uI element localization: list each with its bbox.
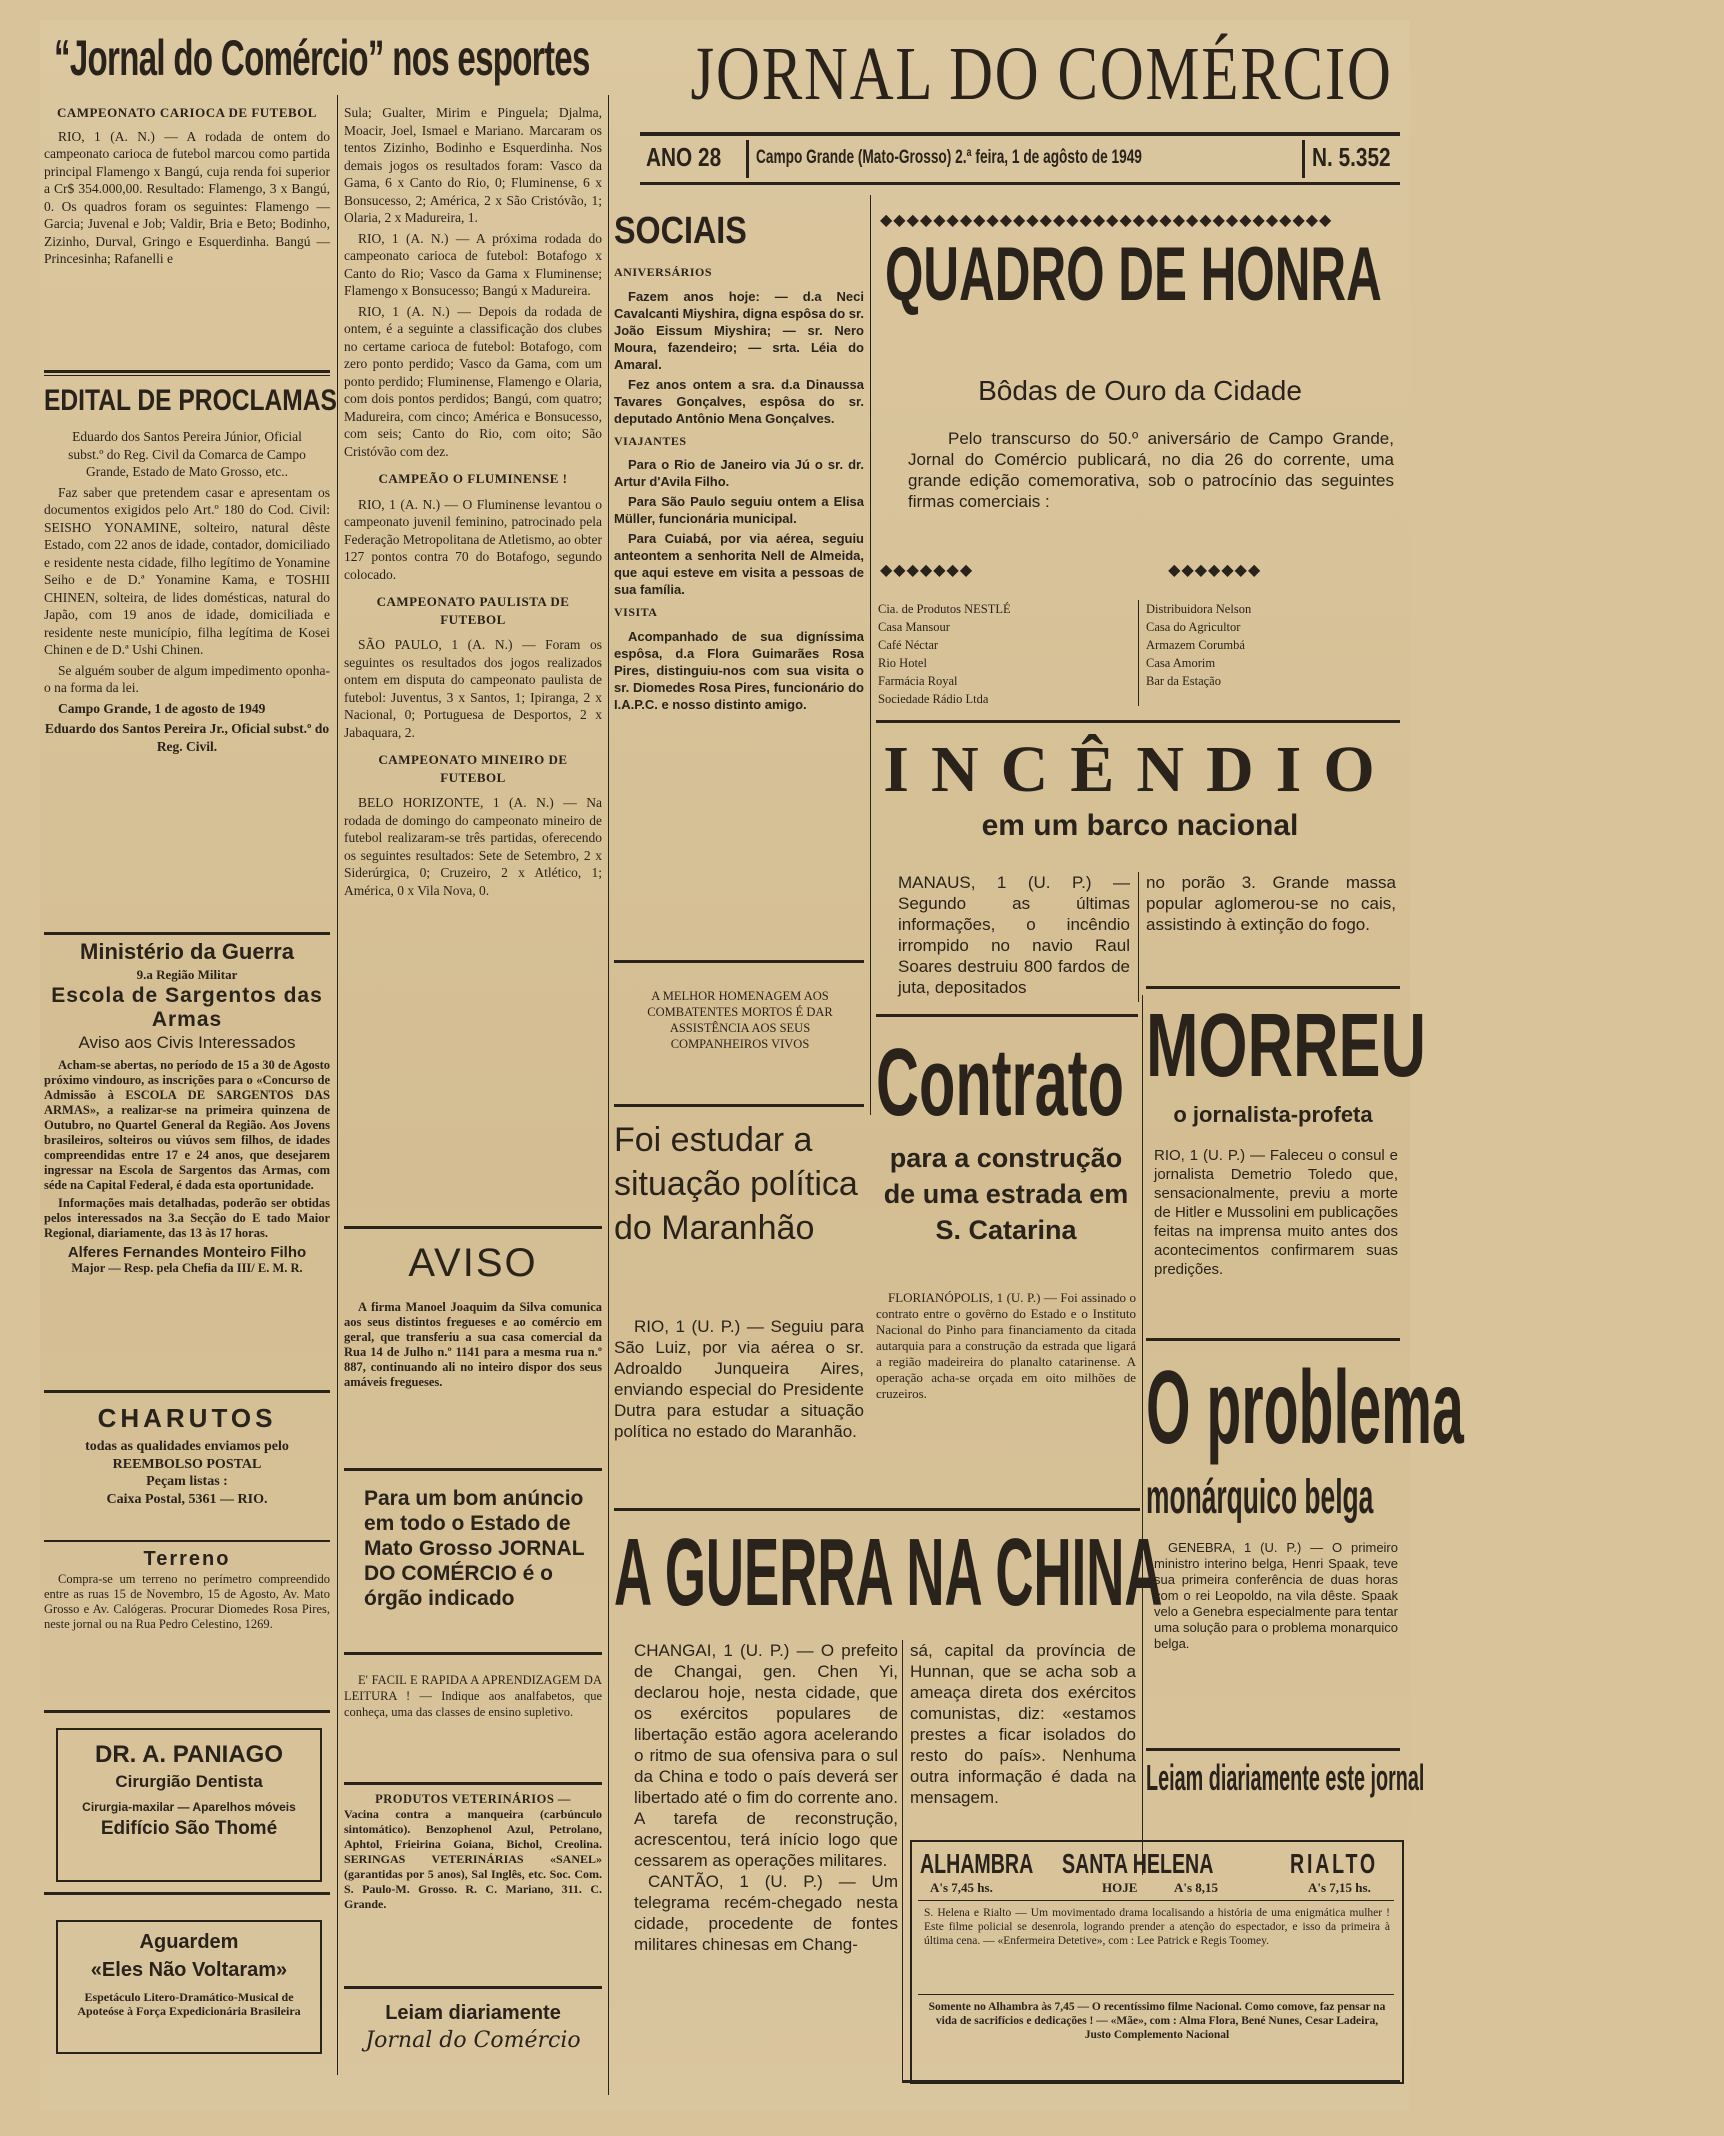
issue-number: N. 5.352	[1312, 142, 1391, 172]
dateline: Campo Grande (Mato-Grosso) 2.ª feira, 1 de agôsto de 1949	[756, 147, 1142, 168]
problema-subtitle: monárquico belga	[1146, 1471, 1374, 1524]
visita-heading: VISITA	[614, 605, 658, 619]
china-text: CHANGAI, 1 (U. P.) — O prefeito de Changai, gen. Chen Yi, declarou hoje, nesta cidade, que os exércitos populares de libertação estão agora acelerando o ritmo de sua ofensiva para o sul da China e todo o país deverá ser libertado até o fim do corrente ano. A tarefa de reconstrução, acrescentou, terá início logo que cessarem as operações militares.	[634, 1641, 898, 1870]
cinema-ad	[910, 1840, 1404, 2084]
visita-text: Acompanhado de sua digníssima espôsa, d.a Flora Guimarães Rosa Pires, distinguiu-nos com sua visita o sr. Diomedes Rosa Pires, funcionário do I.A.P.C. e nosso distinto amigo.	[614, 628, 864, 712]
morreu-title: MORREU	[1146, 996, 1426, 1096]
leiam-text: Leiam diariamente	[385, 2002, 561, 2024]
cinema-time-2: A's 8,15	[1174, 1880, 1219, 1895]
homenagem-notice: A MELHOR HOMENAGEM AOS COMBATENTES MORTOS É DAR ASSISTÊNCIA AOS SEUS COMPANHEIROS VIVOS	[647, 989, 833, 1051]
cinema-time-3: A's 7,15 hs.	[1308, 1880, 1371, 1895]
honra-subtitle: Bôdas de Ouro da Cidade	[978, 375, 1302, 406]
aniversarios-text-2: Fez anos ontem a sra. d.a Dinaussa Tavares Gonçalves, espôsa do sr. deputado Antônio Mena Gonçalves.	[614, 376, 864, 426]
carioca-standings: RIO, 1 (A. N.) — Depois da rodada de ontem, é a seguinte a classificação dos clubes no certame carioca de futebol: Botafogo, com zero ponto perdido; Vasco da Gama, com um ponto perdido; Fluminense, Flamengo e Olaria, com dois pontos perdidos; Bangú, com quatro; Madureira, com cinco; América e Bonsucesso, com seis; Canto do Rio, com oito; São Cristóvão com dez.	[344, 303, 602, 459]
viajantes-text-1: Para o Rio de Janeiro via Jú o sr. dr. Artur d'Avila Filho.	[614, 457, 864, 489]
incendio-subtitle: em um barco nacional	[981, 809, 1299, 842]
mineiro-heading: CAMPEONATO MINEIRO DE FUTEBOL	[378, 752, 568, 785]
incendio-text: MANAUS, 1 (U. P.) — Segundo as últimas informações, o incêndio irrompido no navio Raul Soares destruiu 800 fardos de juta, depositados	[898, 873, 1130, 997]
firm-item: Café Néctar	[878, 638, 939, 652]
ministerio-aviso: Aviso aos Civis Interessados	[78, 1032, 296, 1052]
china-title: A GUERRA NA CHINA	[614, 1519, 1163, 1626]
honra-border-top: ◆◆◆◆◆◆◆◆◆◆◆◆◆◆◆◆◆◆◆◆◆◆◆◆◆◆◆◆◆◆◆◆◆◆	[880, 212, 1333, 229]
leiam-ad	[344, 2000, 602, 2056]
incendio-text-2: no porão 3. Grande massa popular aglomerou-se no cais, assistindo à extinção do fogo.	[1146, 873, 1396, 934]
viajantes-heading: VIAJANTES	[614, 433, 687, 448]
cinema-santa-wrap	[1062, 1848, 1262, 1878]
cinema-description: S. Helena e Rialto — Um movimentado drama localisando a história de uma enigmática mulher ! Este filme policial se desenrola, logrando prender a atenção do espectador, e isso da primeira à última cena. — «Enfermeira Detetive», com : Lee Patrick e Regis Toomey.	[924, 1907, 1390, 1947]
aviso-ad	[344, 1236, 602, 1393]
contrato-title: Contrato	[876, 1029, 1124, 1136]
firm-item: Rio Hotel	[878, 656, 927, 670]
ministerio-text-2: Informações mais detalhadas, poderão ser obtidas pelos interessados na 3.a Secção do E tado Maior Regional, diariamente, das 13 às 17 horas.	[44, 1195, 330, 1240]
veterinarios-text: Vacina contra a manqueira (carbúnculo sintomático). Benzophenol Azul, Petrolano, Aphtol, Frieirina Goiana, Bichol, Creolina. SERINGAS VETERINÁRIAS «SANEL» (garantidas por 5 anos), Sal Inglês, etc. Soc. Com. S. Paulo-M. Grosso. R. C. Mariano, 311. C. Grande.	[344, 1807, 602, 1911]
honra-text: Pelo transcurso do 50.º aniversário de Campo Grande, Jornal do Comércio publicará, no dia 26 do corrente, uma grande edição comemorativa, sob o patrocínio das seguintes firmas comerciais :	[908, 429, 1394, 511]
fluminense-text: RIO, 1 (A. N.) — O Fluminense levantou o campeonato juvenil feminino, patrocinado pela Federação Metropolitana de Atletismo, ao obter 127 pontos contra 70 do Botafogo, segundo colocado.	[344, 496, 602, 582]
edital-heading: EDITAL DE PROCLAMAS	[44, 384, 337, 417]
aviso-title: AVISO	[408, 1241, 538, 1285]
veterinarios-title: PRODUTOS VETERINÁRIOS —	[375, 1792, 571, 1806]
ministerio-signature-role: Major — Resp. pela Chefia da III/ E. M. R.	[71, 1261, 303, 1275]
cinema-time-1: A's 7,45 hs.	[930, 1880, 993, 1895]
year-label: ANO 28	[646, 142, 722, 172]
china-text-2: sá, capital da província de Hunnan, que se acha sob a ameaça direta dos exércitos comunistas, diz: «estamos prestes a ficar isolados do resto do país». Nenhuma outra informação é dada na mensagem.	[910, 1641, 1136, 1807]
paulista-heading: CAMPEONATO PAULISTA DE FUTEBOL	[376, 594, 570, 627]
problema-title: O problema	[1146, 1350, 1464, 1466]
aguardem-ad	[56, 1920, 322, 2054]
paniago-ad	[56, 1728, 322, 1882]
sports-banner-text: “Jornal do Comércio” nos esportes	[54, 30, 590, 86]
morreu-subtitle: o jornalista-profeta	[1173, 1102, 1373, 1127]
paniago-specialty: Cirurgia-maxilar — Aparelhos móveis	[82, 1800, 296, 1814]
firm-item: Casa Amorim	[1146, 656, 1216, 670]
charutos-text-2: Peçam listas :	[146, 1474, 228, 1489]
aguardem-text: Espetáculo Litero-Dramático-Musical de Apoteóse à Força Expedicionária Brasileira	[77, 1990, 301, 2018]
edital-signature: Eduardo dos Santos Pereira Jr., Oficial subst.º do Reg. Civil.	[44, 721, 330, 754]
col2-sports	[344, 104, 602, 902]
mineiro-text: BELO HORIZONTE, 1 (A. N.) — Na rodada de domingo do campeonato mineiro de futebol realizaram-se três partidas, oferecendo os seguintes resultados: Sete de Setembro, 2 x Siderúrgica, 0; Cruzeiro, 2 x Atlético, 1; América, 0 x Vila Nova, 0.	[344, 795, 602, 898]
contrato-subtitle: para a construção de uma estrada em S. Catarina	[883, 1143, 1129, 1245]
charutos-text: todas as qualidades enviamos pelo REEMBOLSO POSTAL	[85, 1439, 289, 1472]
charutos-address: Caixa Postal, 5361 — RIO.	[106, 1491, 268, 1507]
firm-item: Sociedade Rádio Ltda	[878, 692, 989, 706]
newspaper-page	[40, 20, 1464, 2110]
edital-place: Campo Grande, 1 de agosto de 1949	[58, 700, 266, 716]
aguardem-title: «Eles Não Voltaram»	[90, 1959, 288, 1981]
sports-banner	[54, 26, 614, 90]
ministerio-signature: Alferes Fernandes Monteiro Filho	[67, 1243, 307, 1261]
problema-leiam: Leiam diariamente este jornal	[1146, 1757, 1425, 1798]
carioca-next-round: RIO, 1 (A. N.) — A próxima rodada do campeonato carioca de futebol: Botafogo x Canto do Rio; Vasco da Gama x Fluminense; Flamengo x Bonsucesso; Bangú x Madureira.	[344, 230, 602, 298]
honra-title: QUADRO DE HONRA	[885, 232, 1382, 317]
honra-firms-left	[878, 600, 1128, 708]
maranhao-text: RIO, 1 (U. P.) — Seguiu para São Luiz, por via aérea o sr. Adroaldo Junqueira Aires, enviando especial do Presidente Dutra para estudar a situação política no estado do Maranhão.	[614, 1317, 864, 1441]
ministerio-region: 9.a Região Militar	[136, 967, 238, 982]
aniversarios-heading: ANIVERSÁRIOS	[614, 265, 713, 279]
firm-item: Cia. de Produtos NESTLÉ	[878, 602, 1011, 616]
edital-text-2: Se alguém souber de algum impedimento oponha-o na forma da lei.	[44, 662, 330, 695]
china-text-a	[634, 1640, 898, 1955]
leitura-text: E' FACIL E RAPIDA A APRENDIZAGEM DA LEITURA ! — Indique aos analfabetos, que conheça, uma das classes de ensino supletivo.	[344, 1673, 602, 1719]
anuncio-ad: Para um bom anúncio em todo o Estado de Mato Grosso JORNAL DO COMÉRCIO é o órgão indicado	[364, 1487, 585, 1610]
masthead-title: JORNAL DO COMÉRCIO	[690, 32, 1393, 117]
problema-text: GENEBRA, 1 (U. P.) — O primeiro ministro interino belga, Henri Spaak, teve sua primeira conferência de duas horas com o rei Leopoldo, na vila dêste. Spaak velo a Genebra especialmente para tentar uma solução para o problema monarquico belga.	[1154, 1540, 1398, 1651]
veterinarios-ad	[344, 1792, 602, 1915]
ministerio-school: Escola de Sargentos das Armas	[51, 983, 323, 1031]
carioca-text: RIO, 1 (A. N.) — A rodada de ontem do campeonato carioca de futebol marcou como partida principal Flamengo x Bangú, cuja renda foi superior a Cr$ 354.000,00. Resultado: Flamengo, 3 x Bangú, 0. Os quadros foram os seguintes: Flamengo — Garcia; Juvenal e Job; Valdir, Bria e Beto; Bodinho, Zizinho, Durval, Gringo e Esquerdinha. Bangú — Princesinha; Rafanelli e	[44, 128, 330, 266]
china-text-cantao: CANTÃO, 1 (U. P.) — Um telegrama recém-chegado nesta cidade, procedente de fontes militares chinesas em Chang-	[634, 1872, 898, 1954]
edital-text: Faz saber que pretendem casar e apresentam os documentos exigidos pelo Art.º 180 do Cod. Civil: SEISHO YONAMINE, solteiro, natural dêste Estado, com 22 anos de idade, contador, domiciliado e residente nesta cidade, filho legítimo de Yonamine Seiho e de D.ª Yonamine Kama, e TOSHII CHINEN, solteira, de lides domésticas, natural do Japão, com 19 anos de idade, domiciliada e residente neste município, filha legítima de Kosei Chinen e de D.ª Ushi Chinen.	[44, 484, 330, 657]
paulista-text: SÃO PAULO, 1 (A. N.) — Foram os seguintes os resultados dos jogos realizados ontem em disputa do campeonato paulista de futebol: Juventus, 3 x Santos, 1; Ipiranga, 2 x Nacional, 0; Portuguesa de Desportos, 2 x Jabaquara, 2.	[344, 637, 602, 740]
viajantes-text-3: Para Cuiabá, por via aérea, seguiu anteontem a senhorita Nell de Almeida, que aqui esteve em visita a pessoas de sua família.	[614, 531, 864, 597]
paniago-name: DR. A. PANIAGO	[94, 1741, 283, 1768]
firm-item: Bar da Estação	[1146, 674, 1221, 688]
honra-border-bottom: ◆◆◆◆◆◆◆ ◆◆◆◆◆◆◆	[880, 562, 1262, 579]
ministerio-ad	[44, 938, 330, 1275]
terreno-ad	[44, 1546, 330, 1635]
cinema-rialto: RIALTO	[1290, 1848, 1378, 1879]
aguardem-label: Aguardem	[139, 1931, 239, 1953]
ministerio-title: Ministério da Guerra	[80, 939, 294, 964]
sociais-heading: SOCIAIS	[614, 210, 747, 252]
maranhao-title: Foi estudar a situação política do Maranhão	[614, 1121, 858, 1247]
terreno-title: Terreno	[143, 1548, 231, 1570]
leiam-logo: Jornal do Comércio	[365, 2028, 581, 2053]
sociais-body	[614, 264, 864, 716]
aviso-text: A firma Manoel Joaquim da Silva comunica aos seus distintos fregueses e ao comércio em geral, que transferiu a sua casa comercial da Rua 14 de Julho n.º 1141 para a mesma rua n.º 887, continuando ali no inteiro dispor dos seus amáveis fregueses.	[344, 1300, 602, 1389]
carioca-text-cont: Sula; Gualter, Mirim e Pinguela; Djalma, Moacir, Joel, Ismael e Mariano. Marcaram os tentos Zizinho, Bodinho e Esquerdinha. Nos demais jogos os resultados foram: Vasco da Gama, 6 x Canto do Rio, 0; Fluminense, 6 x Bonsucesso, 2; América, 2 x São Cristóvão, 1; Olaria, 2 x Madureira, 1.	[344, 105, 602, 225]
firm-item: Armazem Corumbá	[1146, 638, 1245, 652]
firm-item: Casa Mansour	[878, 620, 950, 634]
paniago-address: Edifício São Thomé	[100, 1818, 278, 1839]
col1-carioca	[44, 104, 330, 271]
incendio-title: INCÊNDIO	[883, 733, 1397, 806]
cinema-description-2: Somente no Alhambra às 7,45 — O recentíssimo filme Nacional. Como comove, faz pensar na vida de sacrifícios e dedicações ! — «Mãe», com : Alma Flora, Bené Nunes, Cesar Ladeira, Justo Complemento Nacional	[928, 2001, 1386, 2041]
paniago-role: Cirurgião Dentista	[115, 1772, 263, 1791]
cinema-today: HOJE	[1102, 1880, 1138, 1895]
viajantes-text-2: Para São Paulo seguiu ontem a Elisa Müller, funcionária municipal.	[614, 494, 864, 526]
leitura-notice	[344, 1672, 602, 1723]
ministerio-text: Acham-se abertas, no período de 15 a 30 de Agosto próximo vindouro, as inscrições para o «Concurso de Admissão à ESCOLA DE SARGENTOS DAS ARMAS», a realizar-se na primeira quinzena de Outubro, no Quartel General da Região. Aos Jovens brasileiros, solteiros ou viúvos sem filhos, de idades compreendidas entre 17 e 24 anos, que desejarem ingressar na Escola de Sargentos das Armas, com séde na Capital Federal, é dada esta oportunidade.	[44, 1057, 330, 1192]
cinema-santa-helena: SANTA HELENA	[1062, 1848, 1214, 1879]
carioca-heading: CAMPEONATO CARIOCA DE FUTEBOL	[57, 105, 317, 120]
honra-firms-right	[1146, 600, 1396, 690]
firm-item: Casa do Agricultor	[1146, 620, 1241, 634]
terreno-text: Compra-se um terreno no perímetro compreendido entre as ruas 15 de Novembro, 15 de Agosto, Av. Mato Grosso e Av. Calógeras. Procurar Diomedes Rosa Pires, neste jornal ou na Rua Pedro Celestino, 1269.	[44, 1572, 330, 1631]
contrato-text: FLORIANÓPOLIS, 1 (U. P.) — Foi assinado o contrato entre o govêrno do Estado e o Instituto Nacional do Pinho para financiamento da citada autarquia para a construção da estrada que ligará a região madeireira do planalto catarinense. A operação acha-se orçada em oito milhões de cruzeiros.	[876, 1290, 1136, 1401]
cinema-rialto-wrap	[1290, 1848, 1400, 1878]
firm-item: Distribuidora Nelson	[1146, 602, 1252, 616]
firm-item: Farmácia Royal	[878, 674, 958, 688]
edital-body	[44, 428, 330, 758]
charutos-title: CHARUTOS	[97, 1403, 277, 1433]
charutos-ad	[44, 1402, 330, 1508]
cinema-alhambra: ALHAMBRA	[920, 1848, 1034, 1879]
masthead	[660, 30, 1393, 120]
edital-intro: Eduardo dos Santos Pereira Júnior, Oficial subst.º do Reg. Civil da Comarca de Campo Grande, Estado de Mato Grosso, etc..	[68, 429, 306, 479]
morreu-text: RIO, 1 (U. P.) — Faleceu o consul e jornalista Demetrio Toledo que, sensacionalmente, previu a morte de Hitler e Mussolini em publicações feitas na imprensa muito antes dos acontecimentos confirmarem suas predições.	[1154, 1147, 1398, 1278]
aniversarios-text: Fazem anos hoje: — d.a Neci Cavalcanti Miyshira, digna espôsa do sr. João Eissum Miyshira; — sr. Nero Moura, fazendeiro; — srta. Léia do Amaral.	[614, 288, 864, 372]
fluminense-heading: CAMPEÃO O FLUMINENSE !	[378, 471, 568, 486]
